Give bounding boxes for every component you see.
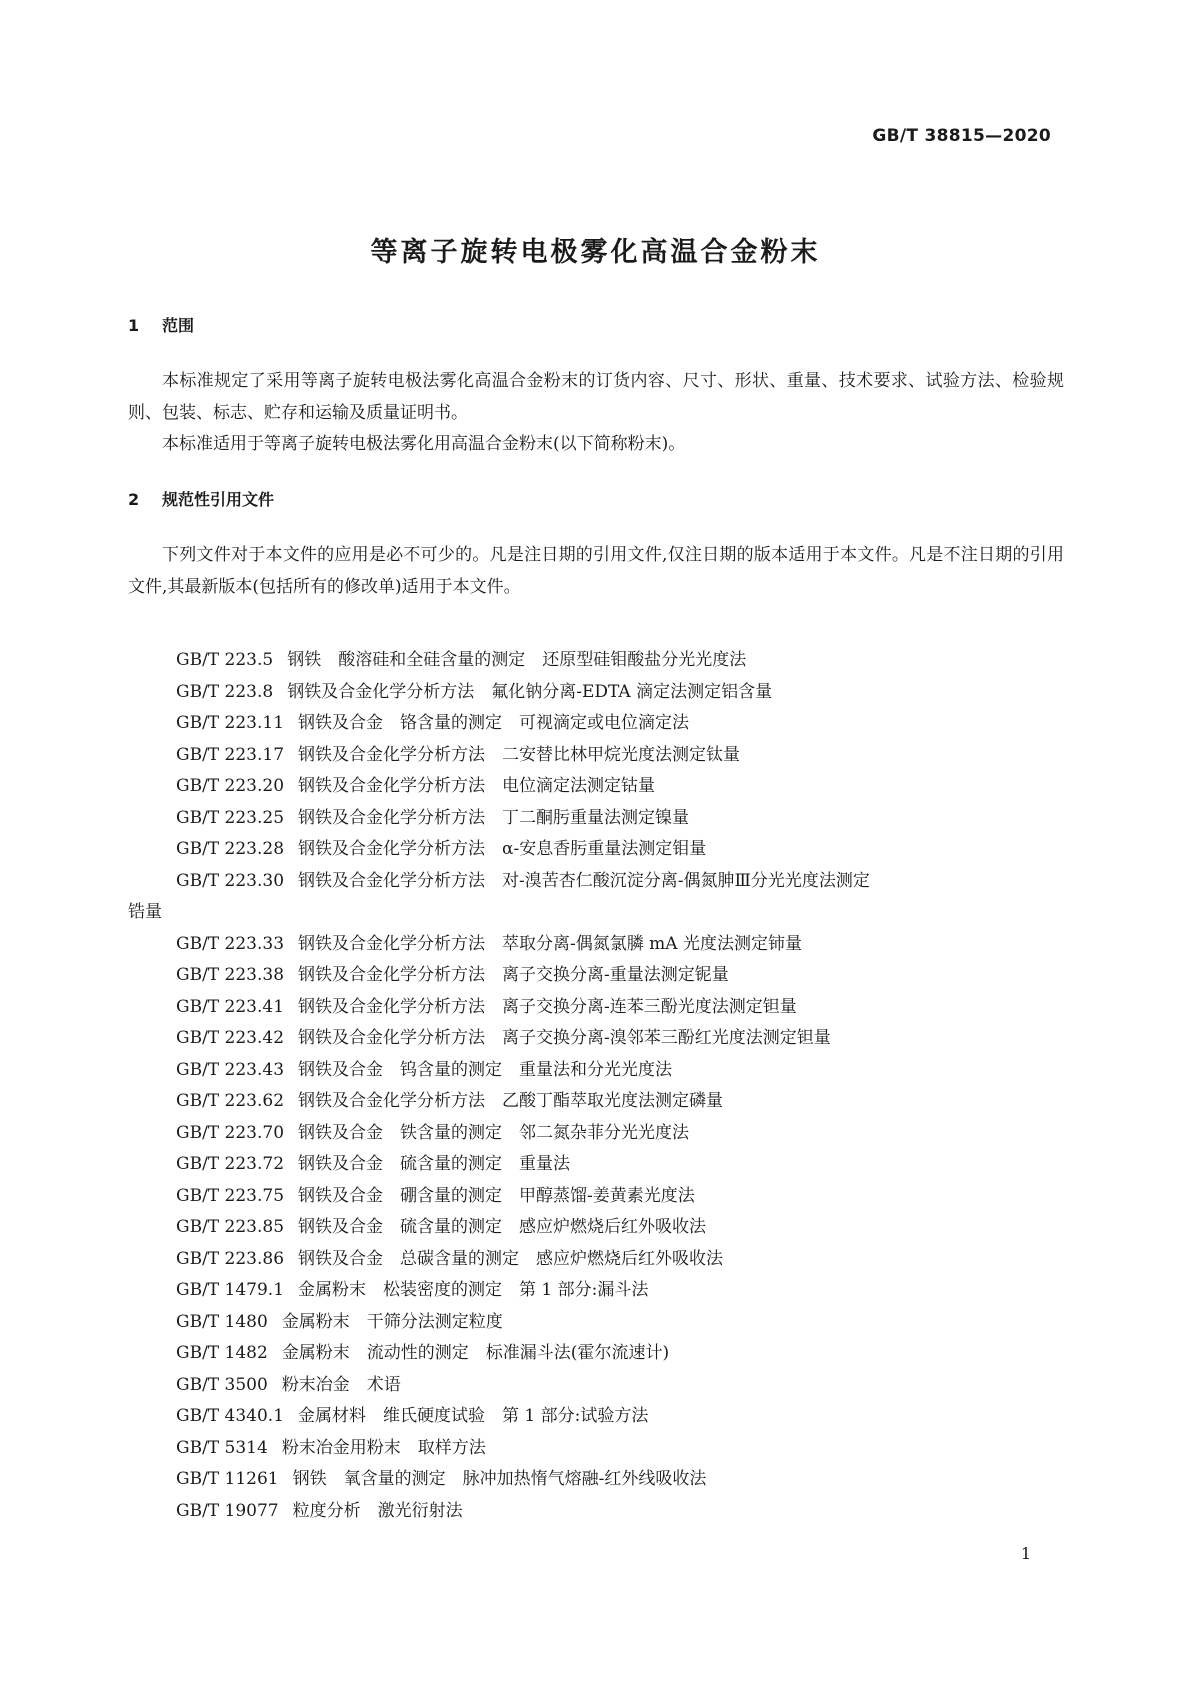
reference-item [128, 1401, 1064, 1433]
reference-code: GB/T 223.70 [176, 1122, 285, 1143]
reference-item [128, 1496, 1064, 1528]
reference-title: 钢铁及合金化学分析方法 氟化钠分离-EDTA 滴定法测定铝含量 [287, 681, 773, 702]
reference-code: GB/T 223.33 [176, 933, 285, 954]
reference-title: 钢铁及合金化学分析方法 离子交换分离-溴邻苯三酚红光度法测定钽量 [298, 1028, 831, 1048]
reference-code: GB/T 4340.1 [176, 1406, 285, 1426]
reference-title: 钢铁及合金 铁含量的测定 邻二氮杂菲分光光度法 [298, 1122, 690, 1143]
section-1-heading [128, 313, 194, 336]
reference-code: GB/T 19077 [176, 1500, 279, 1521]
reference-item [128, 1307, 1064, 1339]
page-number: 1 [1020, 1544, 1031, 1563]
reference-item [128, 1055, 1064, 1087]
reference-code: GB/T 1480 [176, 1311, 268, 1332]
reference-code: GB/T 223.30 [176, 870, 285, 891]
reference-title: 金属粉末 干筛分法测定粒度 [281, 1311, 503, 1332]
reference-item [128, 960, 1064, 992]
reference-continuation: 锆量 [128, 902, 162, 922]
section-1-number: 1 [128, 316, 140, 335]
reference-item [128, 866, 1064, 898]
section-1-body [128, 366, 1064, 461]
reference-title: 钢铁及合金化学分析方法 对-溴苦杏仁酸沉淀分离-偶氮胂Ⅲ分光光度法测定 [298, 870, 870, 891]
reference-code: GB/T 223.17 [176, 744, 285, 765]
section-2-heading [128, 487, 274, 510]
reference-item [128, 771, 1064, 803]
reference-code: GB/T 223.62 [176, 1091, 285, 1111]
reference-code: GB/T 11261 [176, 1469, 279, 1489]
reference-code: GB/T 1482 [176, 1343, 268, 1363]
reference-item [128, 645, 1064, 677]
reference-list [128, 645, 1064, 1527]
section-1-title: 范围 [162, 316, 195, 335]
reference-item [128, 677, 1064, 709]
reference-item [128, 1275, 1064, 1307]
reference-code: GB/T 223.5 [176, 650, 274, 670]
reference-item [128, 929, 1064, 961]
reference-item [128, 992, 1064, 1024]
reference-code: GB/T 223.8 [176, 681, 274, 702]
reference-item [128, 1370, 1064, 1402]
reference-item-continuation [128, 897, 1064, 929]
section-2-title: 规范性引用文件 [162, 490, 275, 509]
reference-item [128, 1181, 1064, 1213]
reference-item [128, 834, 1064, 866]
reference-title: 钢铁及合金 总碳含量的测定 感应炉燃烧后红外吸收法 [298, 1248, 724, 1269]
reference-code: GB/T 223.41 [176, 996, 285, 1017]
reference-title: 钢铁 酸溶硅和全硅含量的测定 还原型硅钼酸盐分光光度法 [287, 650, 747, 670]
reference-item [128, 740, 1064, 772]
reference-title: 钢铁及合金 硼含量的测定 甲醇蒸馏-姜黄素光度法 [298, 1185, 695, 1206]
reference-code: GB/T 223.11 [176, 713, 285, 733]
reference-code: GB/T 223.75 [176, 1185, 285, 1206]
section-2-intro-paragraph: 下列文件对于本文件的应用是必不可少的。凡是注日期的引用文件,仅注日期的版本适用于本文件。凡是不注日期的引用文件,其最新版本(包括所有的修改单)适用于本文件。 [128, 545, 1064, 597]
reference-code: GB/T 1479.1 [176, 1280, 285, 1300]
reference-code: GB/T 223.20 [176, 776, 285, 796]
reference-title: 钢铁及合金 硫含量的测定 感应炉燃烧后红外吸收法 [298, 1217, 707, 1237]
reference-item [128, 1023, 1064, 1055]
reference-title: 钢铁及合金化学分析方法 乙酸丁酯萃取光度法测定磷量 [298, 1091, 724, 1111]
reference-item [128, 1464, 1064, 1496]
reference-code: GB/T 223.43 [176, 1059, 285, 1080]
reference-title: 金属材料 维氏硬度试验 第 1 部分:试验方法 [298, 1406, 649, 1426]
reference-title: 钢铁及合金化学分析方法 α-安息香肟重量法测定钼量 [298, 839, 707, 859]
reference-title: 粉末冶金 术语 [281, 1374, 401, 1395]
reference-item [128, 1118, 1064, 1150]
reference-title: 钢铁及合金化学分析方法 萃取分离-偶氮氯膦 mA 光度法测定铈量 [298, 933, 802, 954]
section-2-number: 2 [128, 490, 140, 509]
reference-code: GB/T 223.85 [176, 1217, 285, 1237]
reference-item [128, 708, 1064, 740]
reference-item [128, 1212, 1064, 1244]
reference-title: 钢铁及合金化学分析方法 二安替比林甲烷光度法测定钛量 [298, 744, 741, 765]
reference-code: GB/T 223.38 [176, 965, 285, 985]
reference-code: GB/T 223.72 [176, 1154, 285, 1174]
reference-code: GB/T 5314 [176, 1437, 268, 1458]
reference-item [128, 1149, 1064, 1181]
reference-title: 钢铁及合金化学分析方法 离子交换分离-连苯三酚光度法测定钽量 [298, 996, 797, 1017]
reference-title: 钢铁及合金 钨含量的测定 重量法和分光光度法 [298, 1059, 673, 1080]
reference-title: 粉末冶金用粉末 取样方法 [281, 1437, 486, 1458]
document-title: 等离子旋转电极雾化高温合金粉末 [370, 237, 821, 268]
reference-title: 钢铁及合金化学分析方法 电位滴定法测定钴量 [298, 776, 656, 796]
standard-number: GB/T 38815—2020 [872, 126, 1051, 146]
reference-code: GB/T 223.86 [176, 1248, 285, 1269]
reference-code: GB/T 223.42 [176, 1028, 285, 1048]
reference-code: GB/T 223.25 [176, 807, 285, 828]
reference-title: 钢铁 氧含量的测定 脉冲加热惰气熔融-红外线吸收法 [292, 1469, 707, 1489]
reference-item [128, 1086, 1064, 1118]
reference-item [128, 1244, 1064, 1276]
reference-title: 钢铁及合金 硫含量的测定 重量法 [298, 1154, 571, 1174]
reference-title: 金属粉末 松装密度的测定 第 1 部分:漏斗法 [298, 1280, 649, 1300]
reference-title: 钢铁及合金化学分析方法 离子交换分离-重量法测定铌量 [298, 965, 729, 985]
section-2-intro [128, 540, 1064, 603]
reference-item [128, 1433, 1064, 1465]
reference-item [128, 803, 1064, 835]
reference-title: 钢铁及合金 铬含量的测定 可视滴定或电位滴定法 [298, 713, 690, 733]
reference-code: GB/T 223.28 [176, 839, 285, 859]
section-1-paragraph-2: 本标准适用于等离子旋转电极法雾化用高温合金粉末(以下简称粉末)。 [162, 434, 686, 454]
reference-title: 粒度分析 激光衍射法 [292, 1500, 463, 1521]
reference-title: 钢铁及合金化学分析方法 丁二酮肟重量法测定镍量 [298, 807, 690, 828]
reference-code: GB/T 3500 [176, 1374, 268, 1395]
section-1-paragraph-1: 本标准规定了采用等离子旋转电极法雾化高温合金粉末的订货内容、尺寸、形状、重量、技术要求、试验方法、检验规则、包装、标志、贮存和运输及质量证明书。 [128, 371, 1064, 423]
reference-item [128, 1338, 1064, 1370]
reference-title: 金属粉末 流动性的测定 标准漏斗法(霍尔流速计) [281, 1343, 670, 1363]
